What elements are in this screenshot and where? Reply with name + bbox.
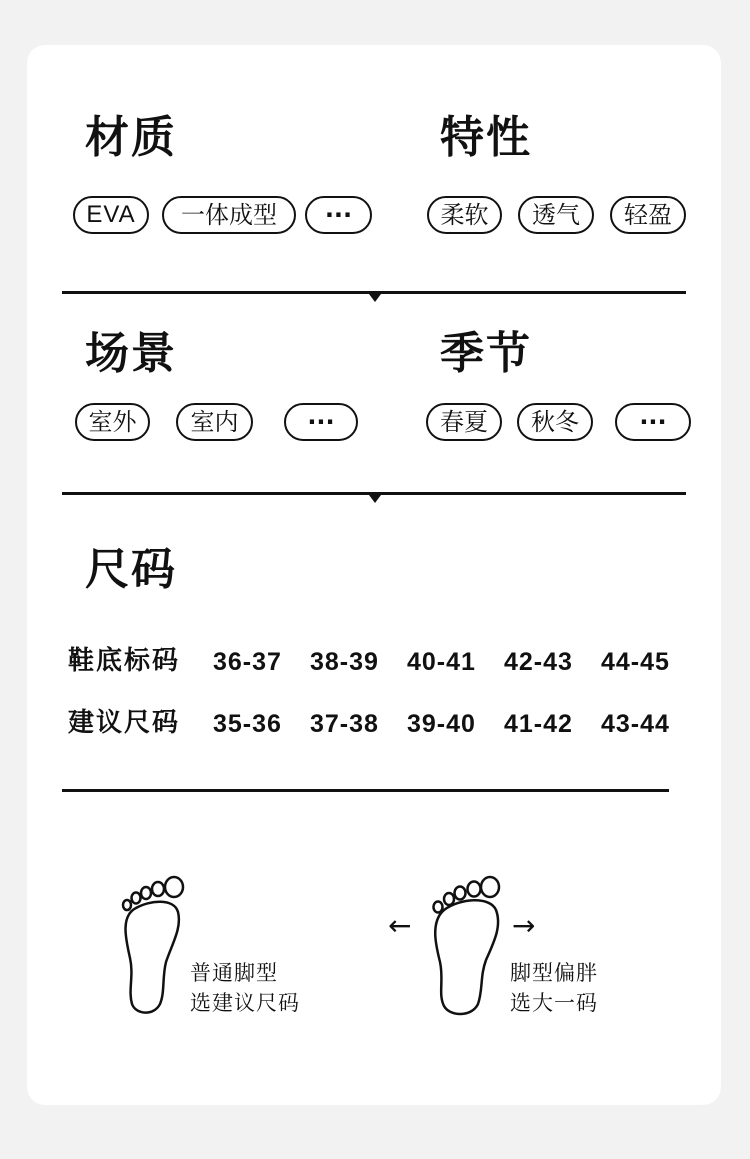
size-cell: 38-39 xyxy=(310,648,379,676)
tag-outdoor: 室外 xyxy=(75,403,150,441)
size-cell: 44-45 xyxy=(601,648,670,676)
tag-autumn-winter: 秋冬 xyxy=(517,403,593,441)
size-cell: 35-36 xyxy=(213,710,282,738)
tag-one-piece: 一体成型 xyxy=(162,196,296,234)
normal-foot-caption xyxy=(190,958,300,1018)
wide-foot-caption-line1: 脚型偏胖 xyxy=(510,961,598,985)
tag-more-scene: ··· xyxy=(284,403,358,441)
arrow-left-icon: ← xyxy=(388,909,412,942)
size-cell: 42-43 xyxy=(504,648,573,676)
divider-top xyxy=(62,291,686,294)
tag-eva: EVA xyxy=(73,196,149,234)
divider-middle xyxy=(62,492,686,495)
size-cell: 36-37 xyxy=(213,648,282,676)
tag-more-season: ··· xyxy=(615,403,691,441)
wide-foot-caption xyxy=(510,958,598,1018)
tag-indoor: 室内 xyxy=(176,403,253,441)
tag-breathable: 透气 xyxy=(518,196,594,234)
size-row-label-recommended: 建议尺码 xyxy=(68,708,181,738)
tag-spring-summer: 春夏 xyxy=(426,403,502,441)
size-cell: 39-40 xyxy=(407,710,476,738)
size-cell: 40-41 xyxy=(407,648,476,676)
wide-foot-caption-line2: 选大一码 xyxy=(510,991,598,1015)
tag-light: 轻盈 xyxy=(610,196,686,234)
scene-heading: 场景 xyxy=(85,328,177,379)
feature-heading: 特性 xyxy=(440,112,532,163)
size-cell: 41-42 xyxy=(504,710,573,738)
tag-soft: 柔软 xyxy=(427,196,502,234)
normal-foot-icon xyxy=(110,870,195,1020)
season-heading: 季节 xyxy=(440,328,532,379)
normal-foot-caption-line1: 普通脚型 xyxy=(190,961,278,985)
size-row-label-sole: 鞋底标码 xyxy=(68,646,181,676)
size-heading: 尺码 xyxy=(85,544,177,595)
arrow-right-icon: → xyxy=(512,909,536,942)
wide-foot-icon xyxy=(422,870,512,1020)
normal-foot-caption-line2: 选建议尺码 xyxy=(190,991,300,1015)
size-cell: 37-38 xyxy=(310,710,379,738)
tag-more-material: ··· xyxy=(305,196,372,234)
divider-bottom xyxy=(62,789,669,792)
material-heading: 材质 xyxy=(85,112,177,163)
size-cell: 43-44 xyxy=(601,710,670,738)
